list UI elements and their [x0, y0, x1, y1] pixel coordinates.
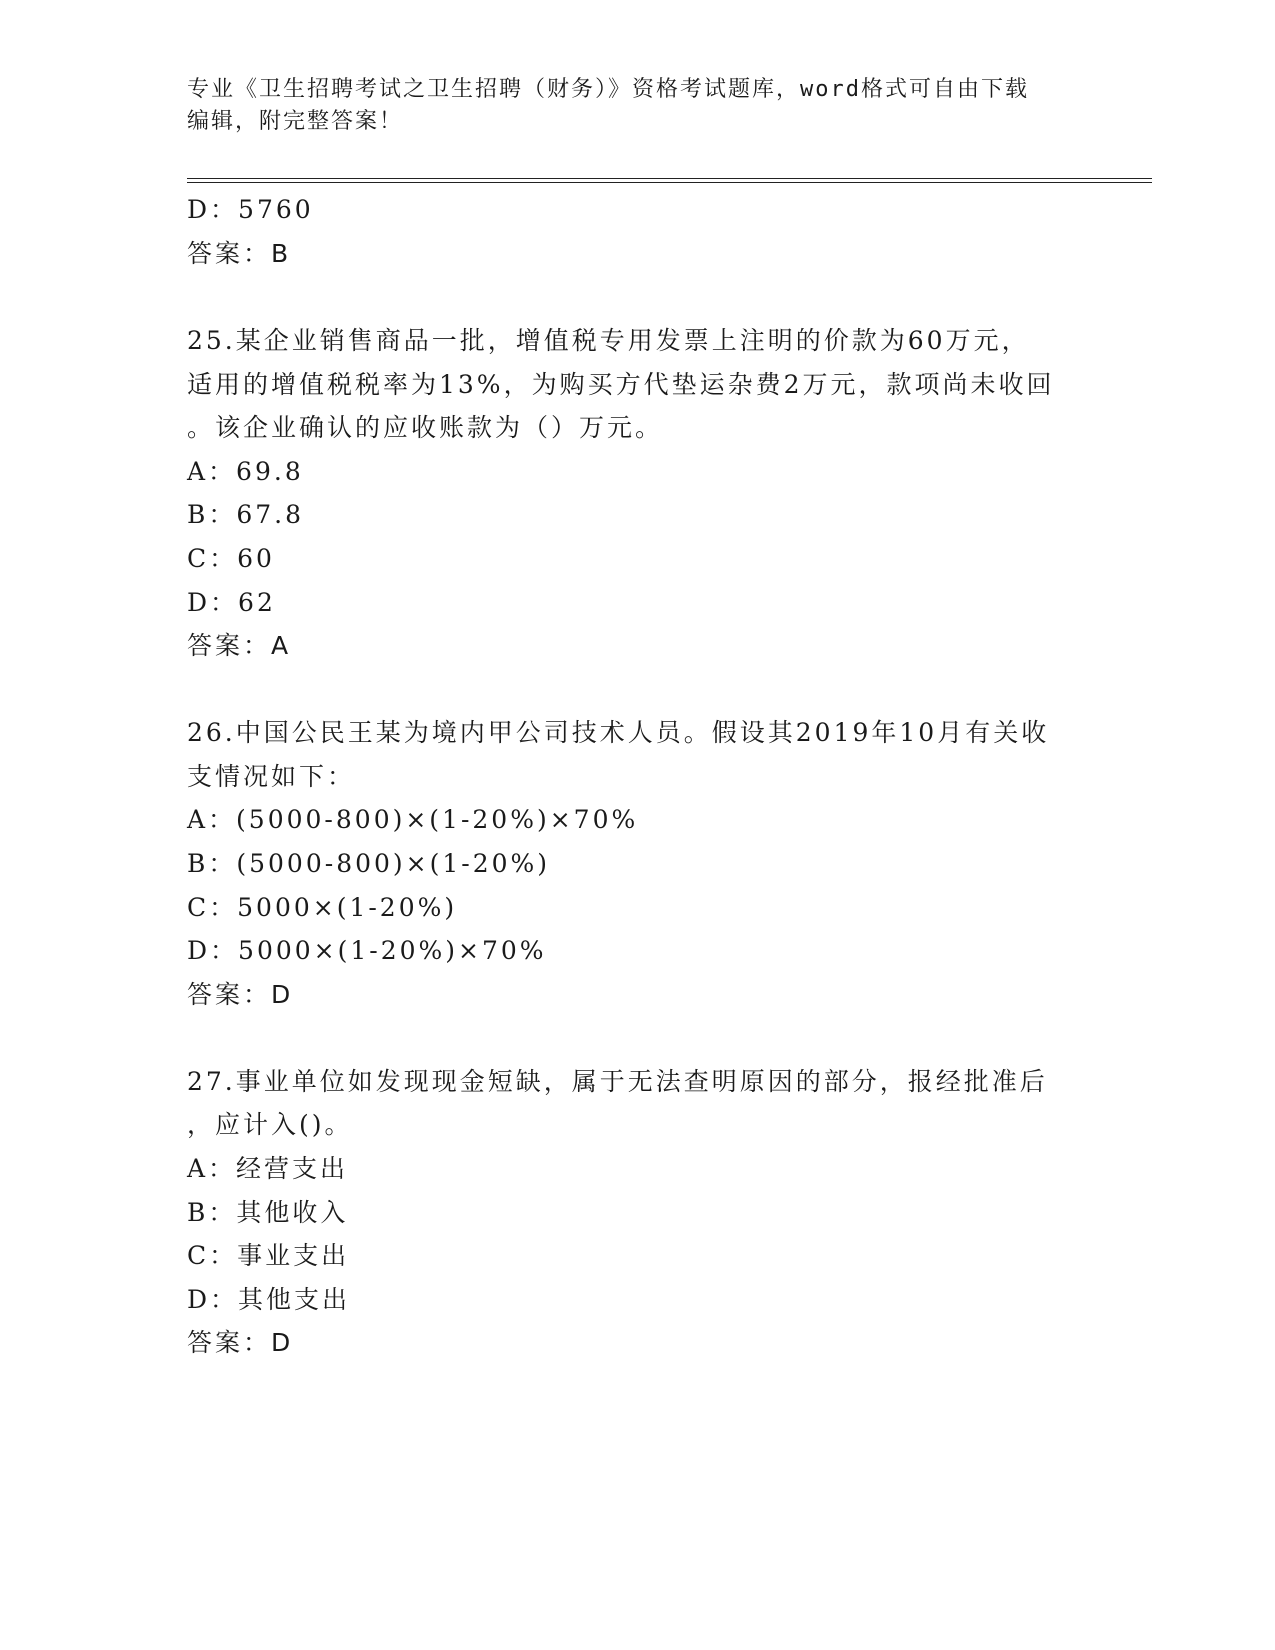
q27-option-d: D：其他支出	[187, 1285, 351, 1314]
header-divider-bottom	[187, 182, 1152, 183]
q25-text-line-1: 25.某企业销售商品一批，增值税专用发票上注明的价款为60万元，	[187, 326, 1030, 355]
q26-answer: 答案：D	[187, 980, 294, 1009]
q26-text-line-2: 支情况如下：	[187, 762, 356, 791]
q27-option-c: C：事业支出	[187, 1241, 350, 1270]
q27-option-b: B：其他收入	[187, 1198, 349, 1227]
q26-text-line-1: 26.中国公民王某为境内甲公司技术人员。假设其2019年10月有关收	[187, 718, 1050, 747]
q27-option-a: A：经营支出	[187, 1154, 349, 1183]
q25-option-d: D：62	[187, 588, 276, 617]
header-divider-top	[187, 178, 1152, 179]
q25-answer: 答案：A	[187, 631, 292, 660]
q25-option-c: C：60	[187, 544, 275, 573]
q25-text-line-2: 适用的增值税税率为13%，为购买方代垫运杂费2万元，款项尚未收回	[187, 370, 1055, 399]
q26-option-b: B：(5000-800)×(1-20%)	[187, 849, 551, 878]
header-line-2: 编辑，附完整答案！	[187, 109, 404, 134]
q27-text-line-1: 27.事业单位如发现现金短缺，属于无法查明原因的部分，报经批准后	[187, 1067, 1048, 1096]
prev-answer: 答案：B	[187, 239, 292, 268]
q25-text-line-3: 。该企业确认的应收账款为（）万元。	[187, 413, 664, 442]
header-line-1: 专业《卫生招聘考试之卫生招聘（财务）》资格考试题库，word格式可自由下载	[187, 77, 1029, 102]
page-header	[187, 74, 1067, 138]
q27-text-line-2: ，应计入()。	[187, 1110, 353, 1139]
prev-option-d: D：5760	[187, 195, 314, 224]
q25-option-b: B：67.8	[187, 500, 305, 529]
q26-option-d: D：5000×(1-20%)×70%	[187, 936, 547, 965]
q27-answer: 答案：D	[187, 1328, 294, 1357]
q26-option-a: A：(5000-800)×(1-20%)×70%	[187, 805, 639, 834]
q25-option-a: A：69.8	[187, 457, 304, 486]
q26-option-c: C：5000×(1-20%)	[187, 893, 458, 922]
